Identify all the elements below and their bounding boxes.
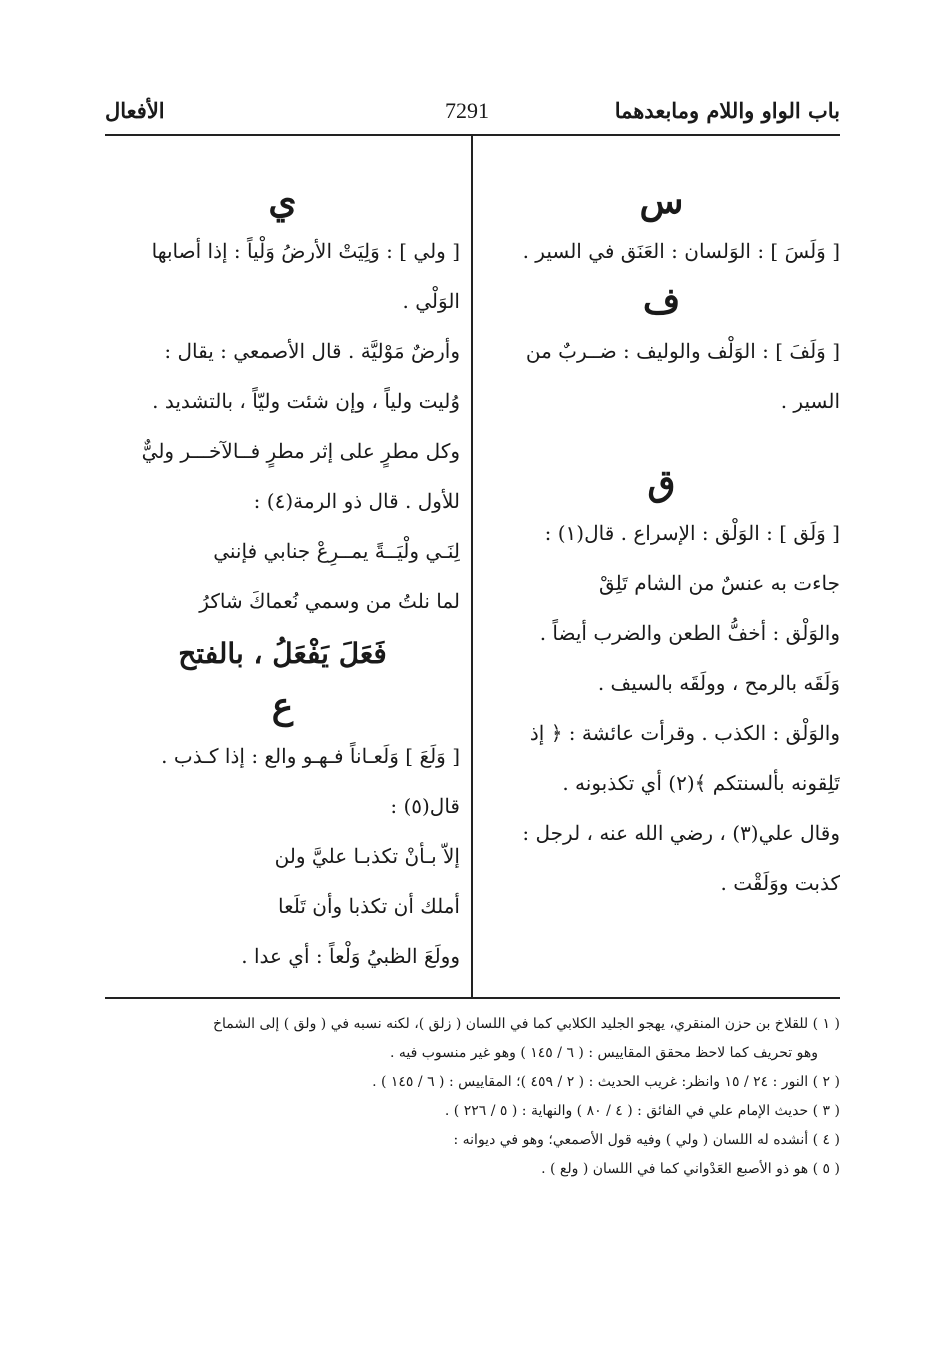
column-divider xyxy=(471,136,473,998)
entry-line: وقال علي(٣) ، رضي الله عنه ، لرجل : xyxy=(522,821,840,845)
section-title: باب الواو واللام ومابعدهما xyxy=(614,98,840,123)
entry-line: [ وَلَسَ ] : الوَلسان : العَنَق في السير . xyxy=(522,239,840,263)
entry-line: للأول . قال ذو الرمة(٤) : xyxy=(253,489,460,513)
verse-line: لما نلتُ من وسمي نُعماكَ شاكرُ xyxy=(199,589,460,613)
entry-line: وكل مطرٍ على إثر مطرٍ فــالآخـــر وليٌّ xyxy=(141,439,460,463)
footnote: ( ٥ ) هو ذو الأصبع العَدْواني كما في اللسان ( ولع ) . xyxy=(541,1161,840,1177)
footnote-divider xyxy=(105,997,840,999)
left-column xyxy=(105,176,460,981)
entry-line: كذبت ووَلَقْت . xyxy=(720,871,840,895)
entry-line: وُليت ولياً ، وإن شئت وليّاً ، بالتشديد . xyxy=(152,389,460,413)
footnote-continuation: وهو تحريف كما لاحظ محقق المقاييس : ( ٦ / ١٤٥ ) وهو غير منسوب فيه . xyxy=(389,1045,818,1061)
entry-line: وأرضٌ مَوْليَّة . قال الأصمعي : يقال : xyxy=(164,339,460,363)
entry-line: قال(٥) : xyxy=(390,794,460,818)
verse-line: لِنَـي ولْيَــةً يمــرِعْ جنابي فإنني xyxy=(213,539,460,563)
entry-line: السير . xyxy=(780,389,840,413)
entry-line: [ ولي ] : وَلِيَتْ الأرضُ وَلْياً : إذا أصابها xyxy=(151,239,460,263)
footnote: ( ٢ ) النور : ٢٤ / ١٥ وانظر: غريب الحديث : ( ٢ / ٤٥٩ )؛ المقاييس : ( ٦ / ١٤٥ ) . xyxy=(372,1074,840,1090)
footnote: ( ٤ ) أنشده له اللسان ( ولي ) وفيه قول الأصمعي؛ وهو في ديوانه : xyxy=(453,1132,840,1148)
footnote: ( ١ ) للقلاخ بن حزن المنقري، يهجو الجليد الكلابي كما في اللسان ( زلق )، لكنه نسبه في ( ولق ) إلى الشماخ xyxy=(212,1016,840,1032)
spacer xyxy=(483,426,840,458)
entry-line: والوَلْق : الكذب . وقرأت عائشة : ﴿ إذ xyxy=(529,721,840,745)
footnotes xyxy=(105,1010,840,1184)
verse-line: أملك أن تكذبا وأن تَلَعا xyxy=(277,894,460,918)
section-heading: فَعَلَ يَفْعَلُ ، بالفتح xyxy=(178,637,387,670)
letter-heading-fa: ف xyxy=(642,280,681,322)
entry-line: تَلِقونه بألسنتكم ﴾(٢) أي تكذبونه . xyxy=(562,771,840,795)
right-column xyxy=(483,176,840,908)
verse-line: إلاّ بـأنْ تكذبـا عليَّ ولن xyxy=(274,844,460,868)
letter-heading-seen: س xyxy=(639,180,684,222)
page-header xyxy=(105,98,840,128)
letter-heading-ayn: ع xyxy=(271,685,294,727)
chapter-title: الأفعال xyxy=(105,98,165,123)
letter-heading-qaf: ق xyxy=(647,462,676,504)
footnote: ( ٣ ) حديث الإمام علي في الفائق : ( ٤ / ٨٠ ) والنهاية : ( ٥ / ٢٢٦ ) . xyxy=(444,1103,840,1119)
entry-line: [ وَلَعَ ] وَلَعـاناً فـهـو والع : إذا كـذب . xyxy=(161,744,460,768)
entry-line: [ وَلَفَ ] : الوَلْف والوليف : ضــربٌ من xyxy=(525,339,840,363)
letter-heading-ya: ي xyxy=(268,180,297,222)
entry-line: [ وَلَق ] : الوَلْق : الإسراع . قال(١) : xyxy=(544,521,840,545)
entry-line: الوَلْي . xyxy=(402,289,460,313)
verse-line: جاءت به عنسٌ من الشام تَلِقْ xyxy=(598,571,840,595)
entry-line: وولَعَ الظبيُ وَلْعاً : أي عدا . xyxy=(241,944,460,968)
entry-line: وَلَقَه بالرمح ، وولَقَه بالسيف . xyxy=(597,671,840,695)
entry-line: والوَلْق : أخفُّ الطعن والضرب أيضاً . xyxy=(539,621,840,645)
page-number: 7291 xyxy=(445,98,489,123)
